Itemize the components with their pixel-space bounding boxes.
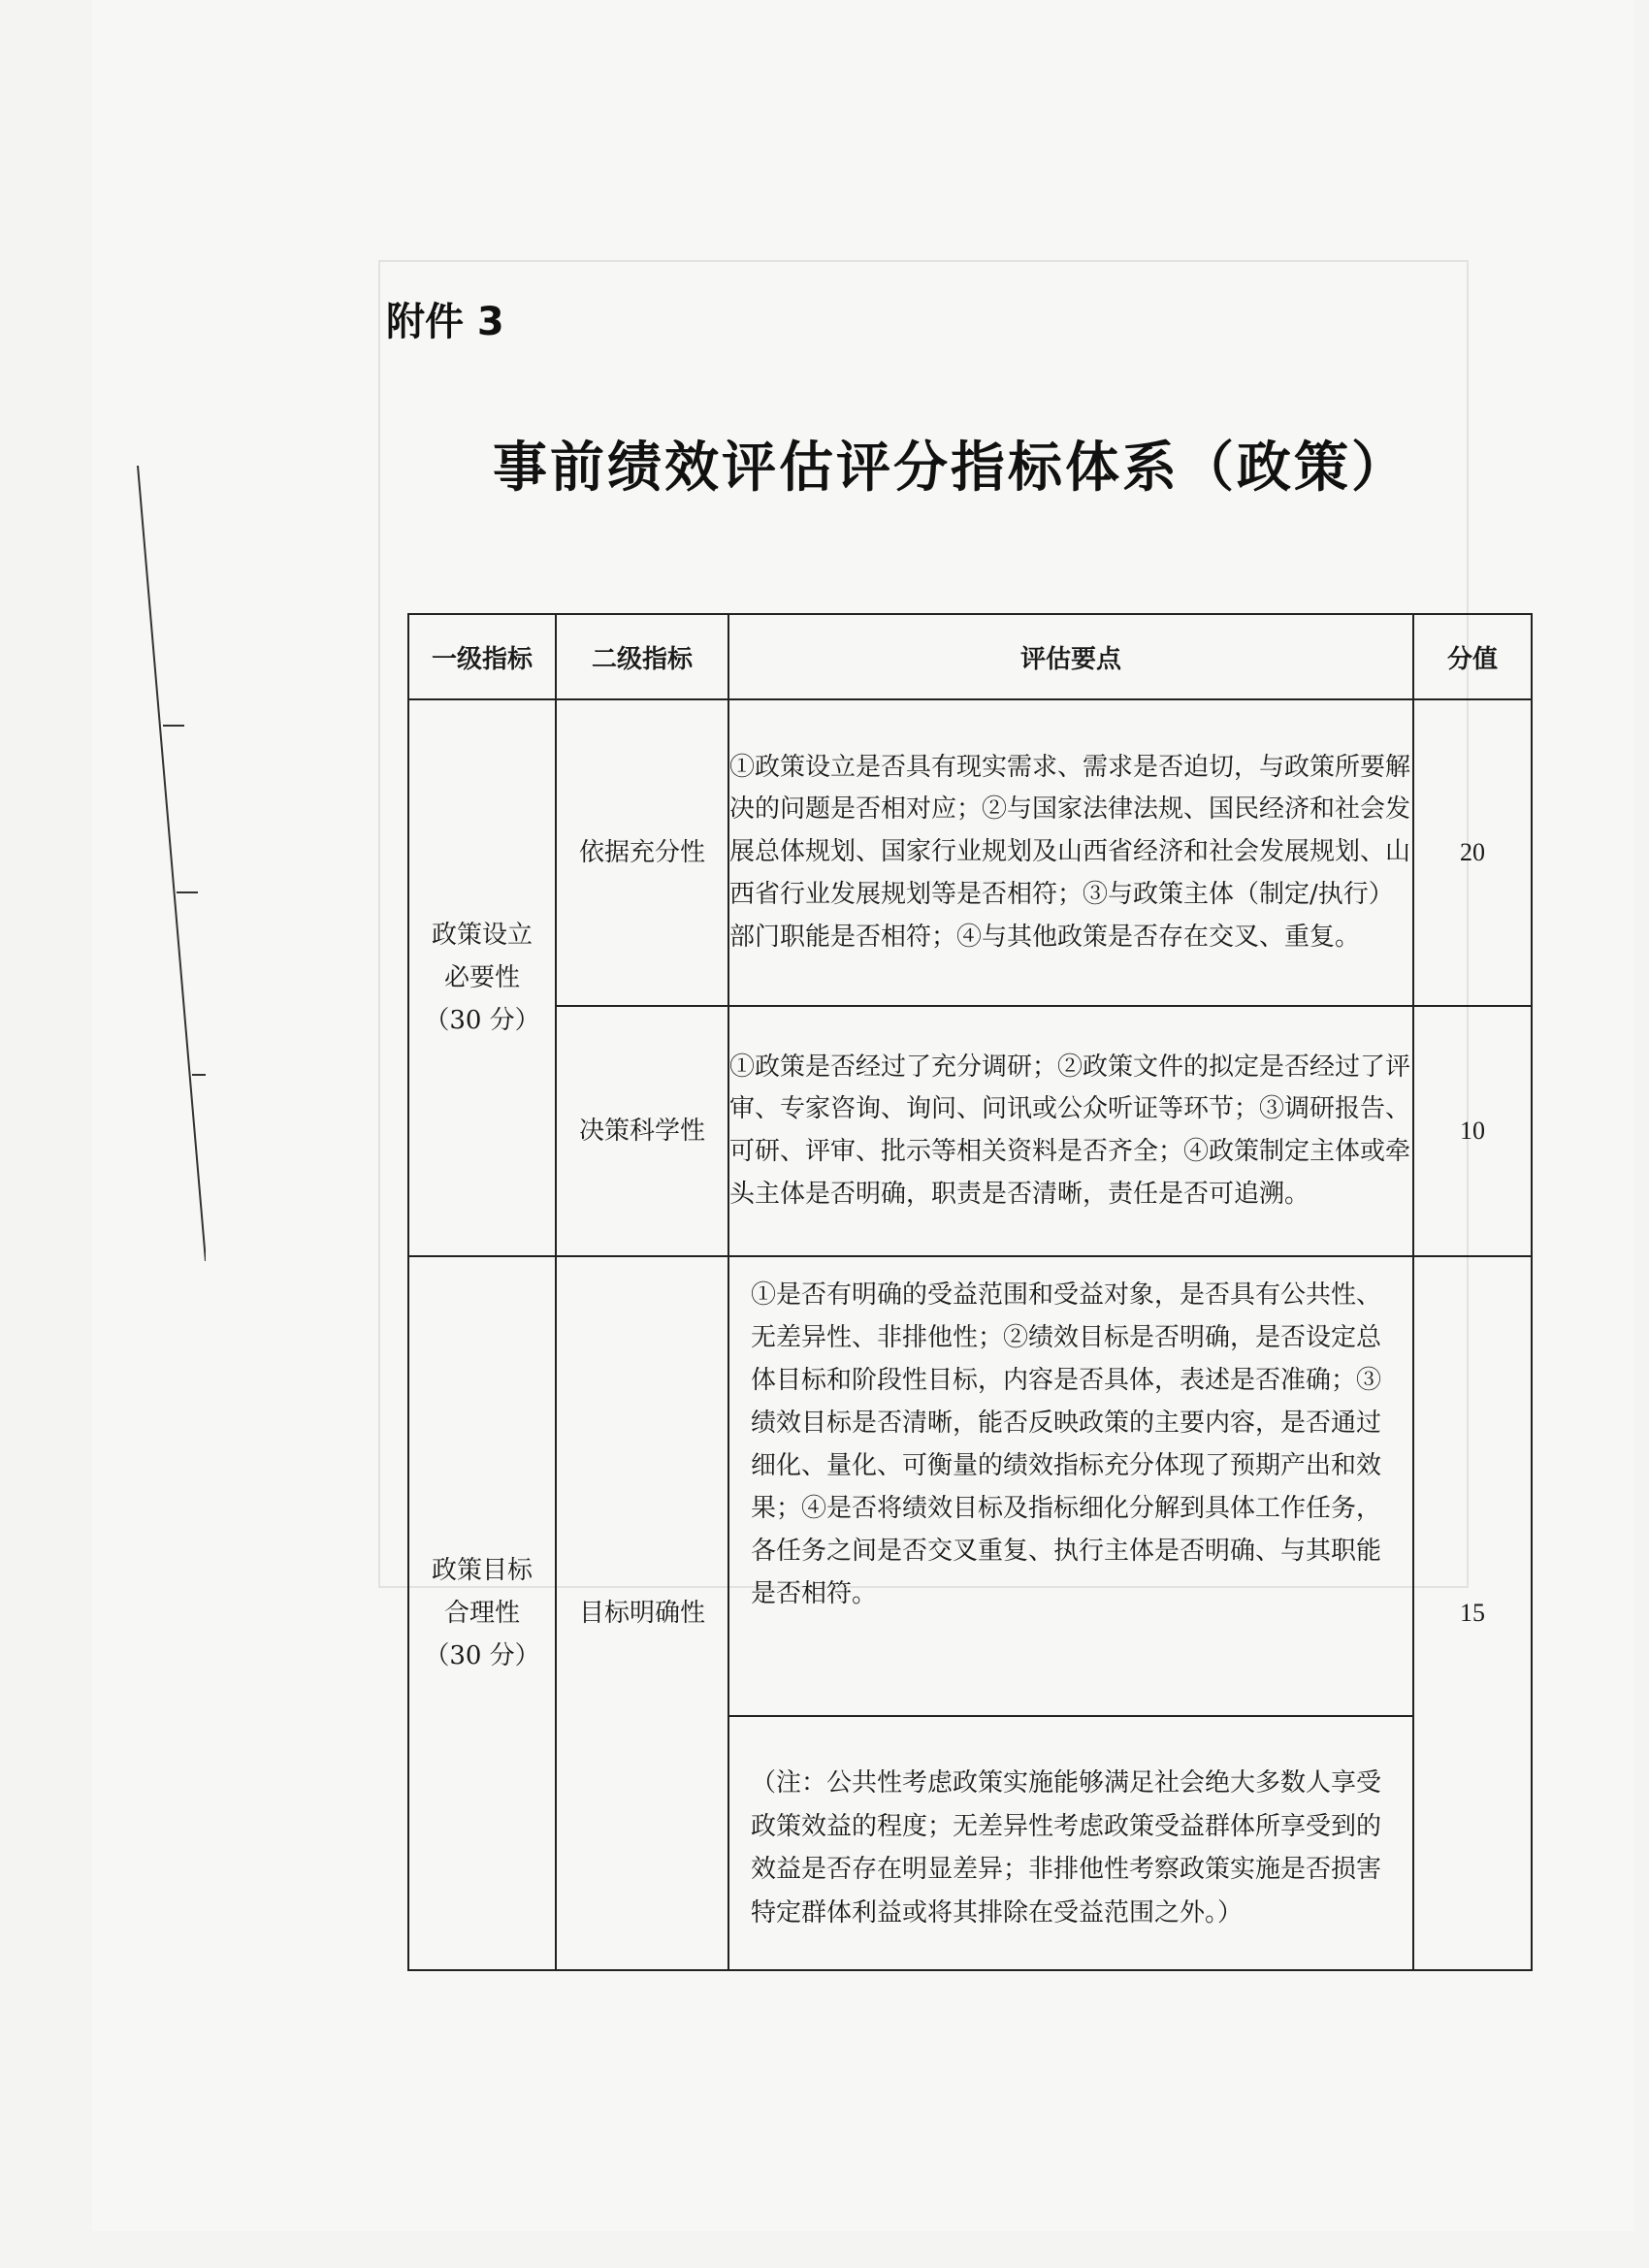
level1-necessity [408,699,556,1256]
points-clarity-cell [728,1256,1413,1970]
level2-decision: 决策科学性 [556,1006,728,1256]
header-level2: 二级指标 [556,614,728,699]
margin-rule-mark [134,466,206,1261]
points-clarity-note: （注：公共性考虑政策实施能够满足社会绝大多数人享受政策效益的程度；无差异性考虑政策受益群体所享受到的效益是否存在明显差异；非排他性考察政策实施是否损害特定群体利益或将其排除在受益范围之外。） [751,1768,1382,1928]
table-row [408,1006,1532,1256]
header-level1: 一级指标 [408,614,556,699]
level1-rationality [408,1256,556,1970]
points-clarity: ①是否有明确的受益范围和受益对象，是否具有公共性、无差异性、非排他性；②绩效目标是否明确，是否设定总体目标和阶段性目标，内容是否具体，表述是否准确；③绩效目标是否清晰，能否反映政策的主要内容，是否通过细化、量化、可衡量的绩效指标充分体现了预期产出和效果；④是否将绩效目标及指标细化分解到具体工作任务，各任务之间是否交叉重复、执行主体是否明确、与其职能是否相符。 [729,1257,1412,1717]
points-basis: ①政策设立是否具有现实需求、需求是否迫切，与政策所要解决的问题是否相对应；②与国家法律法规、国民经济和社会发展总体规划、国家行业规划及山西省经济和社会发展规划、山西省行业发展规划等是否相符；③与政策主体（制定/执行）部门职能是否相符；④与其他政策是否存在交叉、重复。 [728,699,1413,1006]
score-basis: 20 [1413,699,1532,1006]
header-score: 分值 [1413,614,1532,699]
table-row [408,699,1532,1006]
level2-clarity: 目标明确性 [556,1256,728,1970]
table-header-row [408,614,1532,699]
score-clarity: 15 [1413,1256,1532,1970]
table-row [408,1256,1532,1970]
page-title: 事前绩效评估评分指标体系（政策） [493,437,1408,500]
points-decision: ①政策是否经过了充分调研；②政策文件的拟定是否经过了评审、专家咨询、询问、问讯或公众听证等环节；③调研报告、可研、评审、批示等相关资料是否齐全；④政策制定主体或牵头主体是否明确，职责是否清晰，责任是否可追溯。 [728,1006,1413,1256]
indicator-table [407,613,1533,1971]
level2-basis: 依据充分性 [556,699,728,1006]
header-points: 评估要点 [728,614,1413,699]
attachment-label: 附件 3 [386,300,504,344]
score-decision: 10 [1413,1006,1532,1256]
level1-rationality-label: 政策目标 合理性 （30 分） [424,1555,540,1671]
level1-necessity-label: 政策设立 必要性 （30 分） [424,920,540,1036]
